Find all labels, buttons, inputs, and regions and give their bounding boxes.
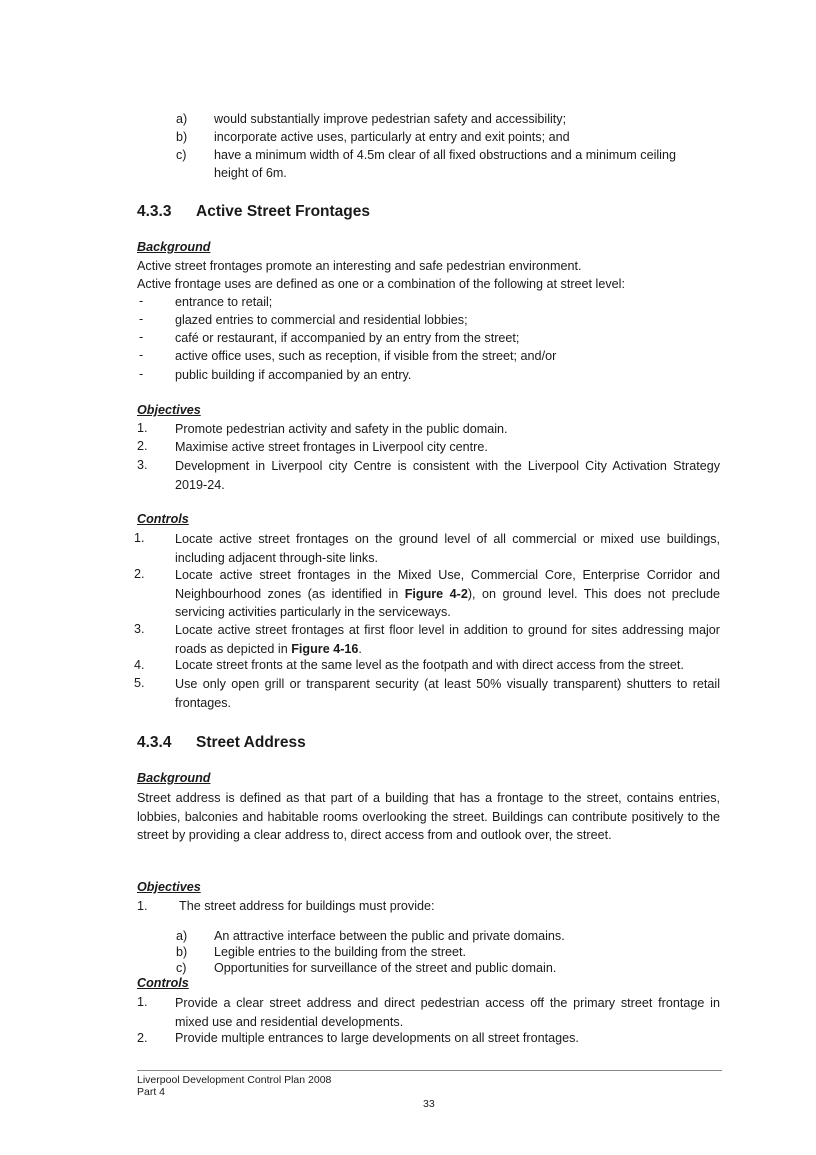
section-number: 4.3.3 bbox=[137, 203, 172, 220]
section-heading bbox=[137, 734, 306, 752]
paragraph-line: Active frontage uses are defined as one or a combination of the following at street level: bbox=[137, 277, 625, 291]
control-text-part: Locate active street frontages at first floor level in addition to ground for sites addressing major roads as depicted in bbox=[175, 623, 720, 656]
objective-number: 1. bbox=[137, 421, 148, 435]
paragraph-line: Active street frontages promote an interesting and safe pedestrian environment. bbox=[137, 259, 582, 273]
control-number: 5. bbox=[134, 676, 145, 690]
objective-text: The street address for buildings must provide: bbox=[179, 899, 435, 913]
list-marker: c) bbox=[176, 961, 187, 975]
control-text: Provide a clear street address and direct pedestrian access off the primary street frontage in mixed use and residential developments. bbox=[175, 996, 720, 1029]
dash-item: glazed entries to commercial and residential lobbies; bbox=[175, 313, 468, 327]
list-marker: b) bbox=[176, 130, 188, 144]
control-text-part: Locate active street frontages in the Mixed Use, Commercial Core, Enterprise Corridor and Neighbourhood zones (as identified in bbox=[175, 568, 720, 601]
control-number: 2. bbox=[134, 567, 145, 581]
page-number: 33 bbox=[423, 1098, 435, 1110]
objective-number: 3. bbox=[137, 458, 148, 472]
paragraph: Street address is defined as that part of a building that has a frontage to the street, contains entries, lobbies, balconies and habitable rooms overlooking the street. Buildings can contribute positively to the street by providing a clear address to, direct access from and outlook over, the street. bbox=[137, 791, 720, 842]
section-title: Street Address bbox=[196, 734, 306, 751]
section-title: Active Street Frontages bbox=[196, 203, 370, 220]
list-item-text: incorporate active uses, particularly at entry and exit points; and bbox=[214, 130, 570, 144]
section-number: 4.3.4 bbox=[137, 734, 172, 751]
list-marker: a) bbox=[176, 112, 188, 126]
footer-divider bbox=[137, 1070, 722, 1071]
objective-text: Maximise active street frontages in Liverpool city centre. bbox=[175, 440, 488, 454]
objective-number: 2. bbox=[137, 439, 148, 453]
subheading-objectives: Objectives bbox=[137, 880, 201, 894]
footer-document-title: Liverpool Development Control Plan 2008 bbox=[137, 1074, 332, 1086]
list-item-text: An attractive interface between the public and private domains. bbox=[214, 929, 565, 943]
dash-marker: - bbox=[139, 330, 144, 344]
list-item-text: Legible entries to the building from the street. bbox=[214, 945, 467, 959]
figure-reference: Figure 4-16 bbox=[291, 641, 359, 656]
control-number: 1. bbox=[134, 531, 145, 545]
control-number: 2. bbox=[137, 1031, 148, 1045]
control-number: 3. bbox=[134, 622, 145, 636]
control-text bbox=[175, 621, 720, 658]
subheading-controls: Controls bbox=[137, 976, 189, 990]
dash-marker: - bbox=[139, 312, 144, 326]
subheading-objectives: Objectives bbox=[137, 403, 201, 417]
control-number: 1. bbox=[137, 995, 148, 1009]
section-heading bbox=[137, 203, 370, 221]
dash-item: café or restaurant, if accompanied by an entry from the street; bbox=[175, 331, 520, 345]
list-item-text: would substantially improve pedestrian safety and accessibility; bbox=[214, 112, 567, 126]
list-marker: a) bbox=[176, 929, 188, 943]
footer-part: Part 4 bbox=[137, 1086, 166, 1098]
control-text: Locate active street frontages on the ground level of all commercial or mixed use buildings, including adjacent through-site links. bbox=[175, 532, 720, 565]
control-text-part: ), on ground level. This does not preclude servicing activities particularly in the serviceways. bbox=[175, 586, 721, 619]
dash-marker: - bbox=[139, 348, 144, 362]
dash-marker: - bbox=[139, 367, 144, 381]
figure-reference: Figure 4-2 bbox=[404, 586, 468, 601]
list-item-text: height of 6m. bbox=[214, 166, 287, 180]
dash-item: active office uses, such as reception, if visible from the street; and/or bbox=[175, 349, 557, 363]
objective-text: Promote pedestrian activity and safety in the public domain. bbox=[175, 422, 508, 436]
list-marker: c) bbox=[176, 148, 187, 162]
list-item-text: Opportunities for surveillance of the street and public domain. bbox=[214, 961, 557, 975]
control-text: Use only open grill or transparent security (at least 50% visually transparent) shutters to retail frontages. bbox=[175, 677, 720, 710]
control-text: Locate street fronts at the same level as the footpath and with direct access from the street. bbox=[175, 658, 684, 672]
subheading-background: Background bbox=[137, 771, 211, 785]
dash-item: entrance to retail; bbox=[175, 295, 273, 309]
control-text: Provide multiple entrances to large developments on all street frontages. bbox=[175, 1031, 579, 1045]
dash-item: public building if accompanied by an entry. bbox=[175, 368, 412, 382]
list-item-text: have a minimum width of 4.5m clear of all fixed obstructions and a minimum ceiling bbox=[214, 148, 676, 162]
control-text-part: . bbox=[358, 641, 362, 656]
control-text bbox=[175, 566, 720, 622]
objective-text: Development in Liverpool city Centre is consistent with the Liverpool City Activation Strategy 2019-24. bbox=[175, 459, 720, 492]
control-number: 4. bbox=[134, 658, 145, 672]
dash-marker: - bbox=[139, 294, 144, 308]
list-marker: b) bbox=[176, 945, 188, 959]
subheading-controls: Controls bbox=[137, 512, 189, 526]
objective-number: 1. bbox=[137, 899, 148, 913]
subheading-background: Background bbox=[137, 240, 211, 254]
